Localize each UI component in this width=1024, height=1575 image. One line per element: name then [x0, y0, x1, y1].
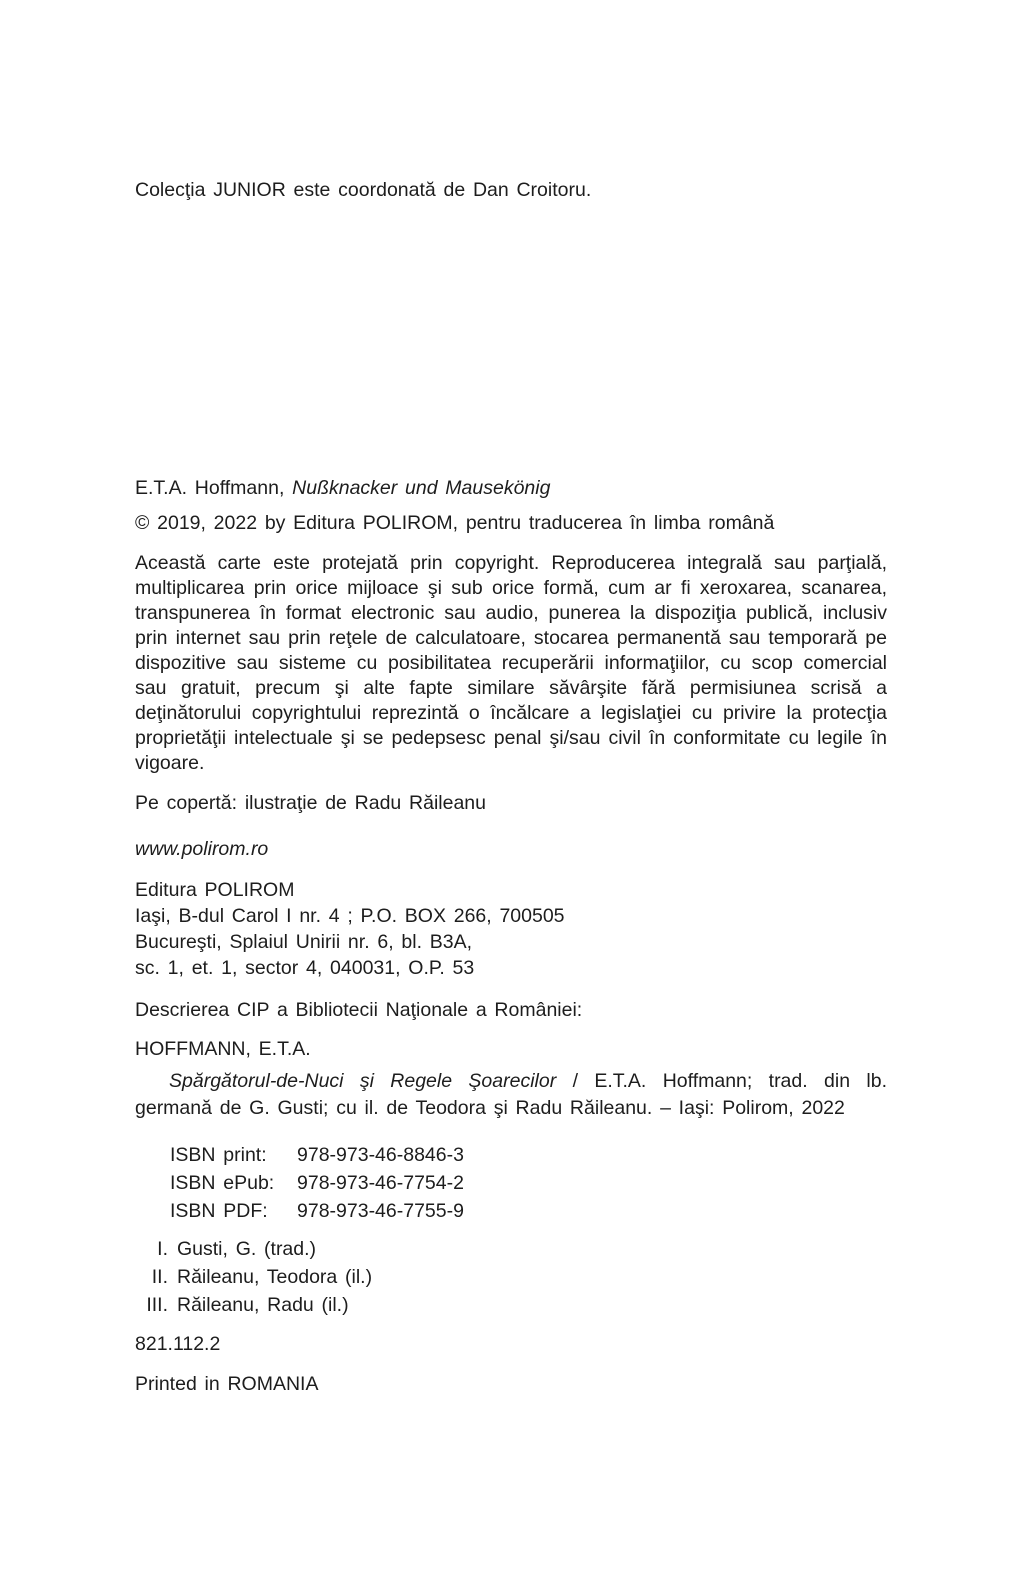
contributor-name: Gusti, G. (trad.): [177, 1238, 317, 1260]
isbn-print-label: ISBN print:: [170, 1144, 267, 1166]
isbn-print-row: [135, 1141, 887, 1169]
publisher-address-iasi: Iaşi, B-dul Carol I nr. 4 ; P.O. BOX 266, 700505: [135, 905, 565, 927]
isbn-epub-row: [135, 1169, 887, 1197]
contributor-list: [135, 1235, 887, 1319]
isbn-pdf-value: 978-973-46-7755-9: [297, 1200, 464, 1222]
contributor-translator-row: [135, 1235, 887, 1263]
cip-entry-rest: / E.T.A. Hoffmann; trad. din lb. germană de G. Gusti; cu il. de Teodora şi Radu Răileanu. – Iaşi: Polirom, 2022: [135, 1070, 887, 1119]
original-title: Nußknacker und Mausekönig: [292, 477, 551, 499]
contributor-numeral: III.: [146, 1294, 168, 1316]
contributor-name: Răileanu, Radu (il.): [177, 1294, 349, 1316]
isbn-pdf-label: ISBN PDF:: [170, 1200, 268, 1222]
isbn-block: [135, 1141, 887, 1225]
publisher-address-block: [135, 877, 887, 981]
cover-illustration-credit: Pe copertă: ilustraţie de Radu Răileanu: [135, 792, 486, 814]
series-coordinator-note: Colecţia JUNIOR este coordonată de Dan Croitoru.: [135, 179, 592, 201]
publisher-website: www.polirom.ro: [135, 838, 269, 860]
original-title-line: [135, 476, 887, 501]
isbn-epub-label: ISBN ePub:: [170, 1172, 275, 1194]
contributor-numeral: I.: [157, 1238, 168, 1260]
isbn-print-value: 978-973-46-8846-3: [297, 1144, 464, 1166]
cip-entry: [135, 1068, 887, 1122]
cip-description-heading: Descrierea CIP a Bibliotecii Naţionale a României:: [135, 999, 583, 1021]
publisher-address-bucuresti-1: Bucureşti, Splaiul Unirii nr. 6, bl. B3A,: [135, 931, 473, 953]
contributor-illustrator1-row: [135, 1263, 887, 1291]
udc-classification-number: 821.112.2: [135, 1333, 221, 1355]
copyright-notice: © 2019, 2022 by Editura POLIROM, pentru traducerea în limba română: [135, 512, 775, 534]
cip-book-title: Spărgătorul-de-Nuci şi Regele Şoarecilor: [169, 1070, 557, 1092]
publisher-address-bucuresti-2: sc. 1, et. 1, sector 4, 040031, O.P. 53: [135, 957, 475, 979]
publisher-name: Editura POLIROM: [135, 879, 295, 901]
contributor-numeral: II.: [151, 1266, 168, 1288]
isbn-epub-value: 978-973-46-7754-2: [297, 1172, 464, 1194]
original-author: E.T.A. Hoffmann,: [135, 477, 293, 499]
cip-author: HOFFMANN, E.T.A.: [135, 1038, 311, 1060]
contributor-name: Răileanu, Teodora (il.): [177, 1266, 373, 1288]
rights-paragraph: Această carte este protejată prin copyright. Reproducerea integrală sau parţială, multiplicarea prin orice mijloace şi sub orice formă, cum ar fi xeroxarea, scanarea, transpunerea în format electronic sau audio, punerea la dispoziţia publică, inclusiv prin internet sau prin reţele de calculatoare, stocarea permanentă sau temporară pe dispozitive sau sisteme cu posibilitatea recuperării informaţiilor, cu scop comercial sau gratuit, precum şi alte fapte similare săvârşite fără permisiunea scrisă a deţinătorului copyrightului reprezintă o încălcare a legislaţiei cu privire la protecţia proprietăţii intelectuale şi se pedepsesc penal şi/sau civil în conformitate cu legile în vigoare.: [135, 552, 887, 774]
isbn-pdf-row: [135, 1197, 887, 1225]
contributor-illustrator2-row: [135, 1291, 887, 1319]
printed-in-note: Printed in ROMANIA: [135, 1373, 319, 1395]
